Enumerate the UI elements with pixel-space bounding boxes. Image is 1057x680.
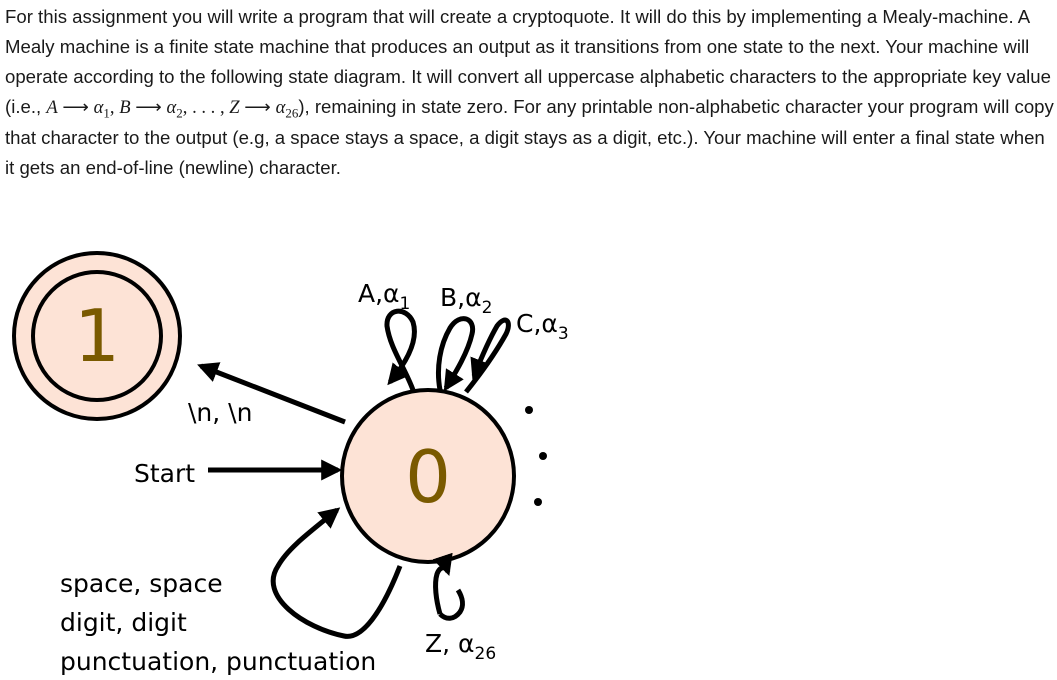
math-sub-26: 26	[285, 105, 299, 121]
copy-loop-label-digit: digit, digit	[60, 608, 187, 637]
state-start-label: 0	[405, 435, 451, 519]
math-a: A	[46, 97, 58, 118]
loop-z-label: Z, $\alpha_{26}$	[425, 629, 497, 664]
description-text-2: ), remaining in state zero. For any printable non-alphabetic character your program will copy that character to the output (e.g, a space stays a space, a digit stays as a digit, etc.). Your machine will enter a final state when it gets an end-of-line (newline) character.	[5, 96, 1054, 178]
description-text-1: For this assignment you will write a program that will create a cryptoquote. It will do this by implementing a Mealy-machine. A Mealy machine is a finite state machine that produces an output as it transitions from one state to the next. Your machine will operate according to the following state diagram. It will convert all uppercase alphabetic characters to the appropriate key value (i.e.,	[5, 6, 1051, 117]
math-arrow-3: ⟶	[239, 97, 276, 118]
math-alpha-2: α	[166, 97, 177, 118]
copy-loop-label-space: space, space	[60, 569, 223, 598]
loop-c-label: $C,\alpha_3$	[516, 309, 569, 344]
loop-a-arrow	[387, 311, 414, 390]
math-alpha-26: α	[275, 97, 286, 118]
state-final-label: 1	[74, 294, 120, 378]
continuation-dot-3	[534, 498, 542, 506]
continuation-dot-2	[539, 452, 547, 460]
continuation-dot-1	[525, 406, 533, 414]
start-label: Start	[134, 459, 196, 488]
math-alpha-1: α	[93, 97, 104, 118]
math-b: B	[119, 97, 131, 118]
loop-b-arrow	[438, 319, 472, 390]
state-start-node	[342, 390, 514, 562]
state-final-node	[14, 253, 180, 419]
math-ellipsis: , . . . ,	[182, 97, 230, 118]
loop-b-label: $B,\alpha_2$	[440, 283, 493, 318]
math-z: Z	[229, 97, 240, 118]
loop-z-tail	[440, 590, 462, 618]
math-sub-2: 2	[176, 105, 183, 121]
newline-transition-label: \n, \n	[188, 398, 253, 427]
math-arrow-1: ⟶	[57, 97, 94, 118]
loop-z-arrow	[436, 568, 448, 614]
math-arrow-2: ⟶	[130, 97, 167, 118]
math-sub-1: 1	[103, 105, 110, 121]
copy-loop-label-punctuation: punctuation, punctuation	[60, 647, 377, 676]
loop-a-label: $A,\alpha_1$	[358, 279, 411, 314]
math-comma-1: ,	[109, 97, 120, 118]
